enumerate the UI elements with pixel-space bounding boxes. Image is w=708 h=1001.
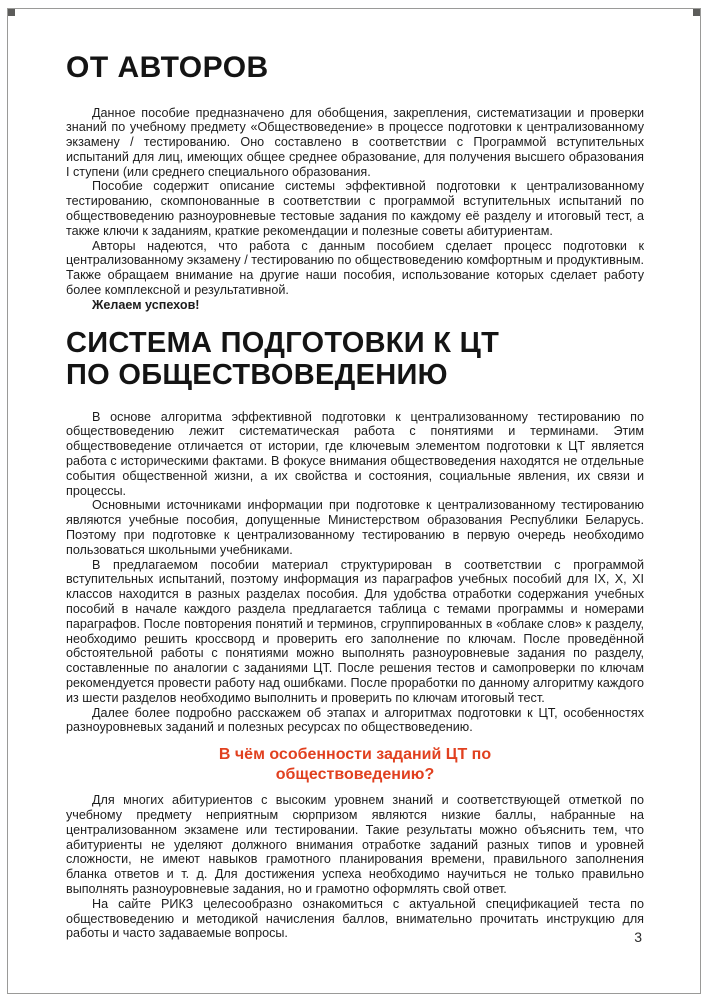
- paragraph-features-1: Для многих абитуриентов с высоким уровнем знаний и соответствующей отметкой по учебному предмету неприятным сюрпризом являются низкие баллы, набранные на централизованном экзамене или тестировании. Такие результаты можно объяснить тем, что абитуриенты не уделяют должного внимания отработке заданий разных типов и уровней сложности, не имеют навыков грамотного планирования времени, правильного заполнения бланка ответов и т. д. Для достижения успеха необходимо научиться не только правильно выполнять разноуровневые задания, но и грамотно оформлять свой ответ.: [66, 793, 644, 896]
- closing-wish-line: Желаем успехов!: [92, 297, 200, 312]
- paragraph-system-1: В основе алгоритма эффективной подготовки к централизованному тестированию по обществоведению лежит систематическая работа с понятиями и терминами. Этим обществоведение отличается от истории, где ключевым элементом подготовки к ЦТ является работа с историческими фактами. В фокусе внимания обществоведения находятся не отдельные события общественной жизни, а их свойства и состояния, социальные явления, их связи и процессы.: [66, 409, 644, 498]
- section-heading-authors: ОТ АВТОРОВ: [66, 51, 269, 84]
- paragraph-system-3: В предлагаемом пособии материал структурирован в соответствии с программой вступительных испытаний, поэтому информация из параграфов учебных пособий для IX, X, XI классов находится в разных разделах пособия. Для удобства отработки содержания учебных пособий в начале каждого раздела предлагается таблица с темами программы и номерами параграфов. После повторения понятий и терминов, сгруппированных в «облаке слов» к разделу, необходимо решить кроссворд и проверить его заполнение по ключам. После проведённой обстоятельной работы с понятиями можно выполнять разноуровневые задания по разделу, составленные по аналогии с заданиями ЦТ. После решения тестов и самопроверки по ключам рекомендуется провести работу над ошибками. После проработки по данному алгоритму каждого из шести разделов необходимо выполнить и проверить по ключам итоговый тест.: [66, 557, 644, 705]
- paragraph-system-2: Основными источниками информации при подготовке к централизованному тестированию являются учебные пособия, допущенные Министерством образования Республики Беларусь. Поэтому при подготовке к централизованному тестированию в первую очередь необходимо пользоваться школьными учебниками.: [66, 498, 644, 557]
- paragraph-authors-2: Пособие содержит описание системы эффективной подготовки к централизованному тестированию, скомпонованные в соответствии с программой вступительных испытаний по обществоведению разноуровневые тестовые задания по каждому её разделу и итоговый тест, а также ключи к заданиям, краткие рекомендации и полезные советы абитуриентам.: [66, 179, 644, 238]
- paragraph-system-4: Далее более подробно расскажем об этапах и алгоритмах подготовки к ЦТ, особенностях разноуровневых заданий и полезных ресурсах по обществоведению.: [66, 705, 644, 735]
- paragraph-authors-1: Данное пособие предназначено для обобщения, закрепления, систематизации и проверки знаний по учебному предмету «Обществоведение» в процессе подготовки к централизованному экзамену / тестированию. Оно составлено в соответствии с Программой вступительных испытаний для лиц, имеющих общее среднее образование, для получения высшего образования I ступени (или среднего специального образования.: [66, 105, 644, 179]
- paragraph-features-2: На сайте РИКЗ целесообразно ознакомиться с актуальной спецификацией теста по обществоведению и методикой начисления баллов, внимательно прочитать инструкцию для работы и часто задаваемые вопросы.: [66, 896, 644, 941]
- subsection-heading-ct-features: В чём особенности заданий ЦТ по обществоведению?: [218, 746, 492, 783]
- section-heading-system: СИСТЕМА ПОДГОТОВКИ К ЦТ ПО ОБЩЕСТВОВЕДЕНИЮ: [66, 326, 500, 392]
- paragraph-authors-3: Авторы надеются, что работа с данным пособием сделает процесс подготовки к централизованному экзамену / тестированию по обществоведению комфортным и продуктивным. Также обращаем внимание на другие наши пособия, использование которых сделает работу более комплексной и результативной.: [66, 238, 644, 298]
- page-number: 3: [634, 929, 642, 945]
